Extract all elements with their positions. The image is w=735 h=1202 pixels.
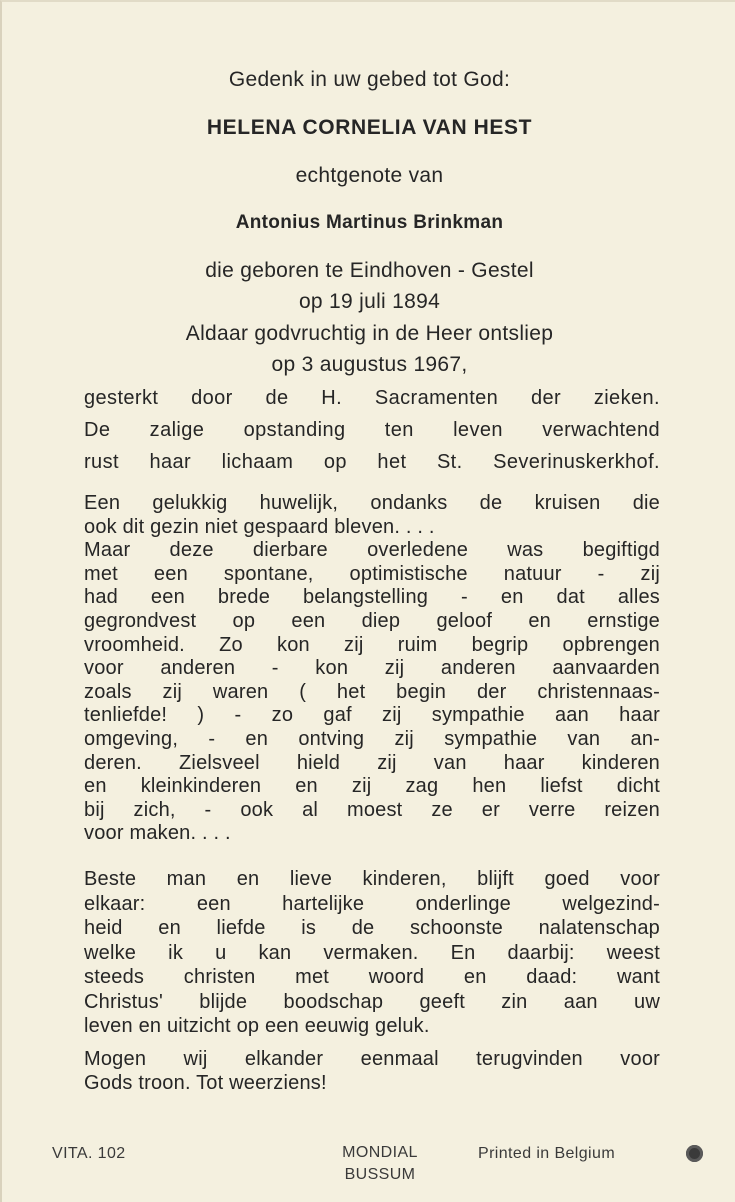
- text-line: welke ik u kan vermaken. En daarbij: weest: [84, 941, 660, 964]
- text-line: gegrondvest op een diep geloof en ernstige: [84, 609, 660, 632]
- message-paragraph: [84, 867, 660, 1039]
- opening-line: Gedenk in uw gebed tot God:: [228, 68, 511, 91]
- text-line: zoals zij waren ( het begin der christennaas-: [84, 680, 660, 703]
- birth-place: die geboren te Eindhoven - Gestel: [205, 259, 534, 282]
- text-line: voor maken. . . .: [84, 822, 231, 845]
- text-line: met een spontane, optimistische natuur - zij: [84, 562, 660, 585]
- farewell-paragraph: [84, 1047, 660, 1095]
- deceased-name: HELENA CORNELIA VAN HEST: [206, 116, 533, 139]
- text-line: ook dit gezin niet gespaard bleven. . . .: [84, 515, 435, 538]
- text-line: tenliefde! ) - zo gaf zij sympathie aan haar: [84, 704, 660, 727]
- death-place: Aldaar godvruchtig in de Heer ontsliep: [185, 322, 554, 345]
- text-line: rust haar lichaam op het St. Severinuskerkhof.: [84, 451, 660, 473]
- catalog-number: VITA. 102: [52, 1145, 126, 1162]
- text-line: Christus' blijde boodschap geeft zin aan uw: [84, 990, 660, 1013]
- publisher-city: BUSSUM: [344, 1166, 416, 1183]
- text-line: bij zich, - ook al moest ze er verre reizen: [84, 798, 660, 821]
- text-line: Mogen wij elkander eenmaal terugvinden voor: [84, 1048, 660, 1070]
- text-line: De zalige opstanding ten leven verwachtend: [84, 419, 660, 441]
- text-line: Maar deze dierbare overledene was begiftigd: [84, 539, 660, 562]
- text-line: Beste man en lieve kinderen, blijft goed voor: [84, 868, 660, 890]
- text-line: elkaar: een hartelijke onderlinge welgezind-: [84, 892, 660, 915]
- printer-mark-icon: [686, 1145, 703, 1162]
- text-line: steeds christen met woord en daad: want: [84, 966, 660, 988]
- text-line: omgeving, - en ontving zij sympathie van an-: [84, 727, 660, 750]
- text-line: had een brede belangstelling - en dat alles: [84, 586, 660, 609]
- text-line: voor anderen - kon zij anderen aanvaarden: [84, 657, 660, 680]
- publisher: [320, 1142, 440, 1186]
- spouse-intro: echtgenote van: [295, 164, 444, 187]
- text-line: heid en liefde is de schoonste nalatenschap: [84, 917, 660, 939]
- text-line: vroomheid. Zo kon zij ruim begrip opbrengen: [84, 633, 660, 656]
- text-line: gesterkt door de H. Sacramenten der zieken.: [84, 387, 660, 409]
- text-line: Een gelukkig huwelijk, ondanks de kruisen die: [84, 492, 660, 514]
- printed-in: Printed in Belgium: [478, 1145, 616, 1162]
- text-line: leven en uitzicht op een eeuwig geluk.: [84, 1015, 430, 1037]
- death-date: op 3 augustus 1967,: [271, 353, 468, 376]
- life-paragraph: [84, 492, 660, 846]
- publisher-name: MONDIAL: [342, 1144, 418, 1161]
- text-line: deren. Zielsveel hield zij van haar kinderen: [84, 751, 660, 774]
- text-line: Gods troon. Tot weerziens!: [84, 1072, 327, 1094]
- funeral-text: [84, 382, 660, 478]
- text-line: en kleinkinderen en zij zag hen liefst dicht: [84, 775, 660, 798]
- spouse-name: Antonius Martinus Brinkman: [235, 212, 504, 233]
- birth-date: op 19 juli 1894: [298, 290, 441, 313]
